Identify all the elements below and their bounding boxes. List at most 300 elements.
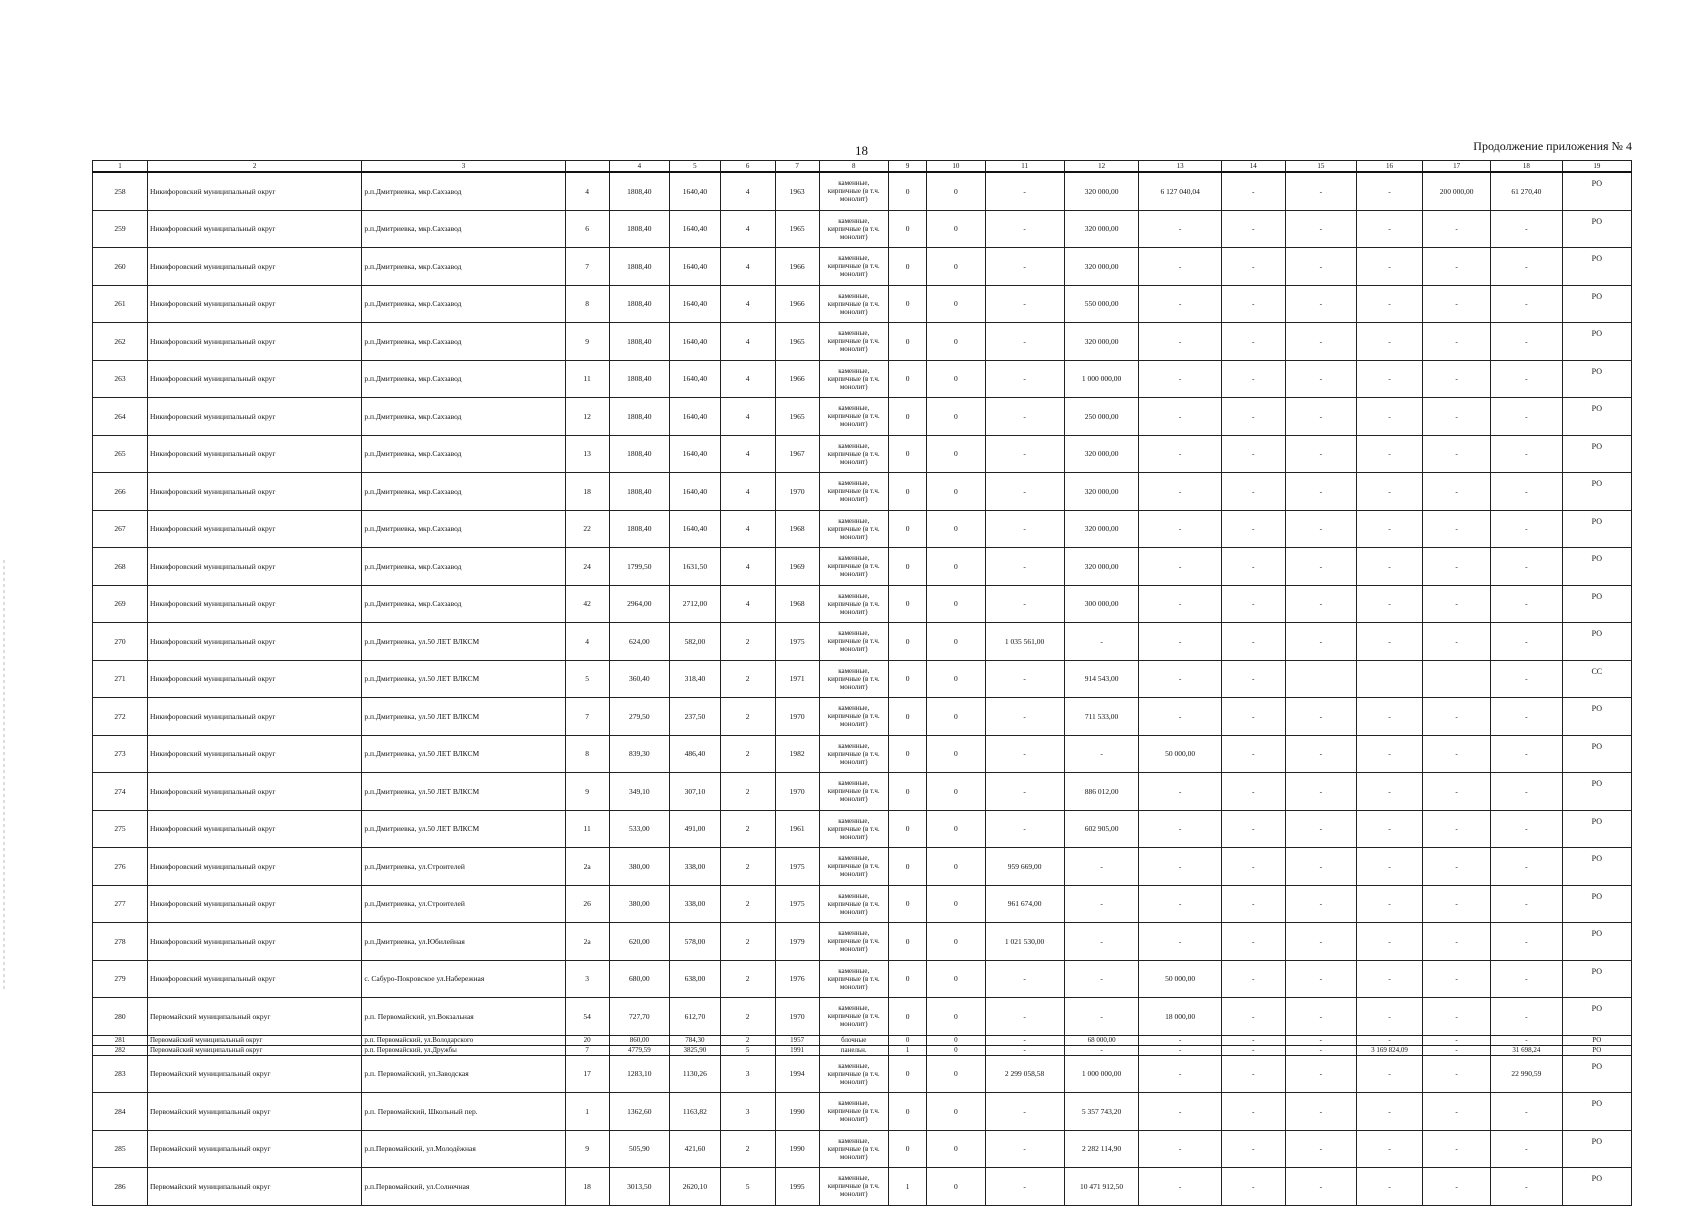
table-row [93,360,1632,398]
col-17-cost: - [1423,1093,1491,1131]
okrug-name: Никифоровский муниципальный округ [147,172,361,210]
col-13-cost: - [1139,398,1221,436]
total-area: 1808,40 [609,248,669,286]
row-number: 266 [93,473,148,511]
floors: 4 [720,360,775,398]
col-12-cost: 320 000,00 [1064,172,1139,210]
living-area: 2620,10 [670,1168,721,1206]
table-row [93,1045,1632,1055]
address: р.п.Дмитриевка, мкр.Сахзавод [362,548,565,586]
col-11-cost: - [985,473,1064,511]
floors: 2 [720,848,775,886]
address: р.п.Дмитриевка, ул.50 ЛЕТ ВЛКСМ [362,773,565,811]
build-year: 1995 [775,1168,819,1206]
col-9: 0 [888,960,926,998]
wall-material: каменные, кирпичные (в т.ч. монолит) [819,960,888,998]
build-year: 1970 [775,773,819,811]
col-13-cost: - [1139,510,1221,548]
col-12-cost: 2 282 114,90 [1064,1130,1139,1168]
col-11-cost: - [985,323,1064,361]
column-number-17: 16 [1357,161,1423,173]
col-14-cost: - [1221,172,1285,210]
col-12-cost: - [1064,998,1139,1036]
floors: 4 [720,585,775,623]
col-16-cost: - [1357,1093,1423,1131]
col-16-cost: - [1357,1055,1423,1093]
col-18-cost: - [1491,773,1562,811]
col-12-cost: 320 000,00 [1064,548,1139,586]
col-12-cost: 711 533,00 [1064,698,1139,736]
build-year: 1970 [775,998,819,1036]
col-9: 1 [888,1168,926,1206]
house-number: 4 [565,623,609,661]
total-area: 620,00 [609,923,669,961]
row-number: 282 [93,1045,148,1055]
funding-status: РО [1562,1045,1631,1055]
table-row [93,660,1632,698]
column-number-20: 19 [1562,161,1631,173]
living-area: 612,70 [670,998,721,1036]
funding-status: РО [1562,1035,1631,1045]
col-9: 0 [888,248,926,286]
col-16-cost: - [1357,1130,1423,1168]
column-number-2: 2 [147,161,361,173]
col-18-cost: - [1491,923,1562,961]
build-year: 1965 [775,323,819,361]
table-row [93,923,1632,961]
floors: 4 [720,248,775,286]
address: р.п.Дмитриевка, ул.50 ЛЕТ ВЛКСМ [362,810,565,848]
okrug-name: Первомайский муниципальный округ [147,1130,361,1168]
table-row [93,585,1632,623]
col-13-cost: - [1139,1168,1221,1206]
house-number: 8 [565,285,609,323]
col-11-cost: - [985,285,1064,323]
wall-material: каменные, кирпичные (в т.ч. монолит) [819,623,888,661]
col-18-cost: - [1491,698,1562,736]
floors: 2 [720,885,775,923]
col-17-cost: - [1423,885,1491,923]
col-15-cost: - [1285,810,1356,848]
house-number: 26 [565,885,609,923]
total-area: 624,00 [609,623,669,661]
col-17-cost: - [1423,585,1491,623]
column-number-19: 18 [1491,161,1562,173]
col-10: 0 [927,435,985,473]
col-11-cost: - [985,248,1064,286]
col-18-cost: - [1491,660,1562,698]
col-15-cost: - [1285,1055,1356,1093]
column-number-1: 1 [93,161,148,173]
col-11-cost: - [985,172,1064,210]
total-area: 839,30 [609,735,669,773]
col-17-cost: - [1423,210,1491,248]
col-16-cost: - [1357,773,1423,811]
house-number: 6 [565,210,609,248]
col-16-cost: - [1357,1035,1423,1045]
total-area: 1808,40 [609,360,669,398]
table-row [93,172,1632,210]
table-row [93,810,1632,848]
funding-status: РО [1562,435,1631,473]
row-number: 263 [93,360,148,398]
total-area: 1808,40 [609,398,669,436]
house-number: 8 [565,735,609,773]
col-11-cost: 1 035 561,00 [985,623,1064,661]
col-13-cost: - [1139,1055,1221,1093]
okrug-name: Никифоровский муниципальный округ [147,210,361,248]
col-15-cost: - [1285,923,1356,961]
build-year: 1990 [775,1130,819,1168]
funding-status: РО [1562,172,1631,210]
floors: 4 [720,285,775,323]
col-17-cost: - [1423,848,1491,886]
col-16-cost: - [1357,510,1423,548]
okrug-name: Никифоровский муниципальный округ [147,623,361,661]
wall-material: каменные, кирпичные (в т.ч. монолит) [819,773,888,811]
wall-material: каменные, кирпичные (в т.ч. монолит) [819,585,888,623]
address: р.п.Дмитриевка, ул.50 ЛЕТ ВЛКСМ [362,698,565,736]
col-16-cost: - [1357,1168,1423,1206]
build-year: 1965 [775,210,819,248]
col-18-cost: - [1491,848,1562,886]
funding-status: РО [1562,585,1631,623]
col-18-cost: - [1491,810,1562,848]
floors: 4 [720,548,775,586]
build-year: 1970 [775,473,819,511]
row-number: 277 [93,885,148,923]
wall-material: каменные, кирпичные (в т.ч. монолит) [819,435,888,473]
build-year: 1966 [775,248,819,286]
col-16-cost: - [1357,360,1423,398]
table-row [93,735,1632,773]
col-9: 0 [888,1055,926,1093]
col-18-cost: - [1491,548,1562,586]
col-11-cost: 2 299 058,58 [985,1055,1064,1093]
build-year: 1994 [775,1055,819,1093]
floors: 2 [720,960,775,998]
col-14-cost: - [1221,848,1285,886]
col-13-cost: - [1139,773,1221,811]
column-number-16: 15 [1285,161,1356,173]
col-12-cost: 10 471 912,50 [1064,1168,1139,1206]
col-12-cost: - [1064,623,1139,661]
okrug-name: Первомайский муниципальный округ [147,1168,361,1206]
col-16-cost: - [1357,473,1423,511]
col-9: 0 [888,323,926,361]
col-18-cost: - [1491,623,1562,661]
col-9: 0 [888,585,926,623]
col-9: 0 [888,885,926,923]
col-9: 0 [888,623,926,661]
wall-material: каменные, кирпичные (в т.ч. монолит) [819,998,888,1036]
col-10: 0 [927,398,985,436]
col-12-cost: 320 000,00 [1064,510,1139,548]
col-15-cost: - [1285,623,1356,661]
table-row [93,773,1632,811]
col-10: 0 [927,1045,985,1055]
address: р.п.Первомайский, ул.Солнечная [362,1168,565,1206]
col-9: 0 [888,1093,926,1131]
col-10: 0 [927,510,985,548]
address: р.п.Дмитриевка, мкр.Сахзавод [362,585,565,623]
house-number: 22 [565,510,609,548]
col-9: 0 [888,435,926,473]
address: р.п.Дмитриевка, мкр.Сахзавод [362,398,565,436]
house-number: 7 [565,248,609,286]
col-14-cost: - [1221,285,1285,323]
row-number: 262 [93,323,148,361]
col-10: 0 [927,998,985,1036]
col-13-cost: 6 127 040,04 [1139,172,1221,210]
col-18-cost: - [1491,885,1562,923]
okrug-name: Никифоровский муниципальный округ [147,435,361,473]
col-16-cost: - [1357,548,1423,586]
table-body [93,161,1632,1206]
col-11-cost: - [985,1093,1064,1131]
okrug-name: Первомайский муниципальный округ [147,1093,361,1131]
col-17-cost: - [1423,698,1491,736]
total-area: 1808,40 [609,323,669,361]
col-12-cost: 320 000,00 [1064,210,1139,248]
col-16-cost: - [1357,998,1423,1036]
col-9: 0 [888,473,926,511]
total-area: 1808,40 [609,435,669,473]
row-number: 283 [93,1055,148,1093]
address: р.п.Дмитриевка, мкр.Сахзавод [362,473,565,511]
house-number: 54 [565,998,609,1036]
column-number-13: 12 [1064,161,1139,173]
col-16-cost: - [1357,435,1423,473]
wall-material: каменные, кирпичные (в т.ч. монолит) [819,1130,888,1168]
col-15-cost: - [1285,1130,1356,1168]
col-18-cost: - [1491,960,1562,998]
table-row [93,398,1632,436]
okrug-name: Никифоровский муниципальный округ [147,660,361,698]
okrug-name: Никифоровский муниципальный округ [147,510,361,548]
okrug-name: Никифоровский муниципальный округ [147,885,361,923]
col-11-cost: - [985,1130,1064,1168]
address: р.п.Дмитриевка, ул.Строителей [362,848,565,886]
funding-status: РО [1562,510,1631,548]
address: р.п.Дмитриевка, ул.50 ЛЕТ ВЛКСМ [362,735,565,773]
address: р.п. Первомайский, ул.Заводская [362,1055,565,1093]
col-12-cost: 320 000,00 [1064,435,1139,473]
floors: 4 [720,510,775,548]
col-9: 0 [888,1035,926,1045]
total-area: 1808,40 [609,172,669,210]
col-12-cost: 1 000 000,00 [1064,1055,1139,1093]
floors: 2 [720,660,775,698]
col-12-cost: - [1064,848,1139,886]
row-number: 267 [93,510,148,548]
col-17-cost: - [1423,810,1491,848]
col-10: 0 [927,285,985,323]
col-14-cost: - [1221,698,1285,736]
col-18-cost: - [1491,248,1562,286]
build-year: 1982 [775,735,819,773]
table-row [93,960,1632,998]
address: р.п.Дмитриевка, мкр.Сахзавод [362,323,565,361]
row-number: 261 [93,285,148,323]
build-year: 1975 [775,848,819,886]
okrug-name: Никифоровский муниципальный округ [147,810,361,848]
table-row [93,435,1632,473]
col-18-cost: - [1491,1093,1562,1131]
table-row [93,1168,1632,1206]
total-area: 1808,40 [609,285,669,323]
total-area: 380,00 [609,848,669,886]
col-11-cost: 959 669,00 [985,848,1064,886]
col-10: 0 [927,660,985,698]
col-13-cost: - [1139,360,1221,398]
wall-material: каменные, кирпичные (в т.ч. монолит) [819,1093,888,1131]
col-15-cost: - [1285,1168,1356,1206]
col-12-cost: - [1064,923,1139,961]
house-number: 2а [565,923,609,961]
build-year: 1970 [775,698,819,736]
row-number: 265 [93,435,148,473]
okrug-name: Никифоровский муниципальный округ [147,398,361,436]
col-9: 0 [888,548,926,586]
col-16-cost: - [1357,810,1423,848]
col-15-cost: - [1285,1093,1356,1131]
living-area: 1130,26 [670,1055,721,1093]
row-number: 269 [93,585,148,623]
total-area: 533,00 [609,810,669,848]
okrug-name: Первомайский муниципальный округ [147,998,361,1036]
funding-status: РО [1562,998,1631,1036]
build-year: 1975 [775,623,819,661]
okrug-name: Никифоровский муниципальный округ [147,473,361,511]
column-number-row [93,161,1632,173]
wall-material: каменные, кирпичные (в т.ч. монолит) [819,323,888,361]
table-row [93,623,1632,661]
wall-material: каменные, кирпичные (в т.ч. монолит) [819,848,888,886]
col-18-cost: - [1491,1035,1562,1045]
funding-status: РО [1562,960,1631,998]
wall-material: каменные, кирпичные (в т.ч. монолит) [819,172,888,210]
total-area: 2964,00 [609,585,669,623]
col-14-cost: - [1221,510,1285,548]
col-18-cost: - [1491,473,1562,511]
col-16-cost: - [1357,923,1423,961]
okrug-name: Никифоровский муниципальный округ [147,848,361,886]
funding-status: РО [1562,623,1631,661]
total-area: 3013,50 [609,1168,669,1206]
col-13-cost: - [1139,923,1221,961]
col-11-cost: - [985,660,1064,698]
living-area: 1640,40 [670,172,721,210]
wall-material: каменные, кирпичные (в т.ч. монолит) [819,885,888,923]
living-area: 578,00 [670,923,721,961]
col-13-cost: - [1139,323,1221,361]
row-number: 275 [93,810,148,848]
floors: 2 [720,773,775,811]
funding-status: РО [1562,1055,1631,1093]
funding-status: СС [1562,660,1631,698]
funding-status: РО [1562,735,1631,773]
address: р.п.Дмитриевка, ул.50 ЛЕТ ВЛКСМ [362,660,565,698]
col-16-cost: - [1357,398,1423,436]
col-15-cost: - [1285,172,1356,210]
col-13-cost: - [1139,585,1221,623]
total-area: 349,10 [609,773,669,811]
col-15-cost [1285,660,1356,698]
row-number: 270 [93,623,148,661]
total-area: 1808,40 [609,510,669,548]
col-15-cost: - [1285,1035,1356,1045]
col-14-cost: - [1221,1168,1285,1206]
col-13-cost: - [1139,660,1221,698]
house-number: 18 [565,473,609,511]
col-14-cost: - [1221,360,1285,398]
col-15-cost: - [1285,323,1356,361]
col-16-cost: - [1357,248,1423,286]
wall-material: каменные, кирпичные (в т.ч. монолит) [819,473,888,511]
col-13-cost: - [1139,473,1221,511]
house-number: 11 [565,360,609,398]
col-17-cost: - [1423,285,1491,323]
col-12-cost: - [1064,1045,1139,1055]
col-18-cost: - [1491,510,1562,548]
row-number: 273 [93,735,148,773]
col-14-cost: - [1221,660,1285,698]
wall-material: каменные, кирпичные (в т.ч. монолит) [819,1055,888,1093]
wall-material: каменные, кирпичные (в т.ч. монолит) [819,735,888,773]
living-area: 2712,00 [670,585,721,623]
house-number: 12 [565,398,609,436]
house-number: 17 [565,1055,609,1093]
col-15-cost: - [1285,773,1356,811]
col-15-cost: - [1285,548,1356,586]
column-number-5: 4 [609,161,669,173]
col-10: 0 [927,172,985,210]
wall-material: каменные, кирпичные (в т.ч. монолит) [819,548,888,586]
col-9: 0 [888,848,926,886]
col-17-cost: - [1423,735,1491,773]
col-13-cost: - [1139,698,1221,736]
col-10: 0 [927,885,985,923]
col-14-cost: - [1221,810,1285,848]
col-11-cost: 961 674,00 [985,885,1064,923]
row-number: 264 [93,398,148,436]
col-10: 0 [927,735,985,773]
col-15-cost: - [1285,585,1356,623]
floors: 5 [720,1168,775,1206]
col-11-cost: - [985,1045,1064,1055]
address: р.п.Дмитриевка, ул.Юбилейная [362,923,565,961]
address: р.п.Дмитриевка, мкр.Сахзавод [362,510,565,548]
col-10: 0 [927,1055,985,1093]
col-12-cost: 320 000,00 [1064,473,1139,511]
col-11-cost: - [985,1168,1064,1206]
build-year: 1976 [775,960,819,998]
col-14-cost: - [1221,323,1285,361]
house-number: 24 [565,548,609,586]
col-16-cost: - [1357,585,1423,623]
col-12-cost: 1 000 000,00 [1064,360,1139,398]
floors: 4 [720,172,775,210]
col-15-cost: - [1285,998,1356,1036]
col-11-cost: - [985,810,1064,848]
col-17-cost: 200 000,00 [1423,172,1491,210]
col-13-cost: - [1139,885,1221,923]
build-year: 1963 [775,172,819,210]
col-16-cost: - [1357,172,1423,210]
wall-material: каменные, кирпичные (в т.ч. монолит) [819,285,888,323]
living-area: 237,50 [670,698,721,736]
